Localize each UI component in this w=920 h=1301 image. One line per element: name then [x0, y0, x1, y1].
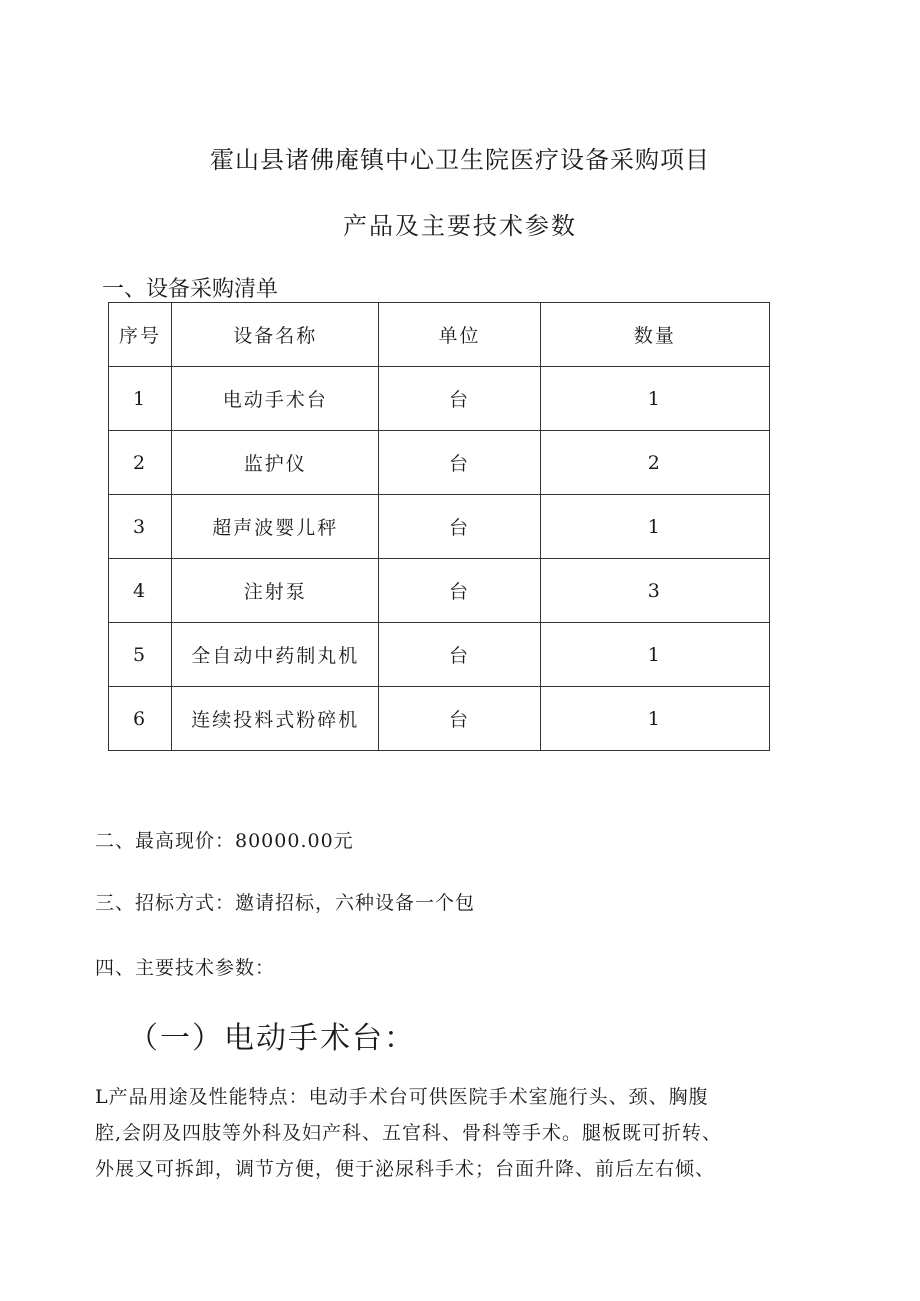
cell-name: 连续投料式粉碎机	[172, 687, 379, 751]
cell-unit: 台	[379, 431, 540, 495]
table-row	[109, 687, 770, 751]
table-row	[109, 367, 770, 431]
paragraph-line: 腔,会阴及四肢等外科及妇产科、五官科、骨科等手术。腿板既可折转、	[95, 1122, 723, 1144]
cell-qty: 3	[540, 559, 769, 623]
header-name: 设备名称	[172, 303, 379, 367]
cell-no: 5	[109, 623, 172, 687]
cell-unit: 台	[379, 687, 540, 751]
tender-method-line: 三、招标方式：邀请招标，六种设备一个包	[95, 892, 476, 914]
cell-no: 6	[109, 687, 172, 751]
cell-qty: 1	[540, 367, 769, 431]
section-heading-equipment-list: 一、设备采购清单	[102, 277, 279, 302]
paragraph-line: L产品用途及性能特点：电动手术台可供医院手术室施行头、颈、胸腹	[95, 1086, 709, 1108]
cell-qty: 1	[540, 623, 769, 687]
table-row	[109, 623, 770, 687]
cell-qty: 1	[540, 687, 769, 751]
cell-qty: 2	[540, 431, 769, 495]
table-row	[109, 431, 770, 495]
cell-no: 1	[109, 367, 172, 431]
cell-unit: 台	[379, 495, 540, 559]
cell-unit: 台	[379, 367, 540, 431]
subsection-heading-operating-table: （一）电动手术台：	[128, 1021, 416, 1056]
cell-unit: 台	[379, 623, 540, 687]
cell-name: 全自动中药制丸机	[172, 623, 379, 687]
table-header-row	[109, 303, 770, 367]
header-no: 序号	[109, 303, 172, 367]
document-title: 霍山县诸佛庵镇中心卫生院医疗设备采购项目	[210, 146, 710, 174]
cell-no: 3	[109, 495, 172, 559]
cell-unit: 台	[379, 559, 540, 623]
table-row	[109, 495, 770, 559]
cell-no: 2	[109, 431, 172, 495]
tech-params-heading: 四、主要技术参数：	[95, 957, 276, 979]
cell-name: 注射泵	[172, 559, 379, 623]
document-subtitle: 产品及主要技术参数	[343, 212, 577, 240]
description-paragraph	[95, 1079, 785, 1187]
max-price-line: 二、最高现价：80000.00元	[95, 830, 354, 852]
equipment-table	[108, 302, 770, 751]
cell-name: 电动手术台	[172, 367, 379, 431]
cell-name: 监护仪	[172, 431, 379, 495]
header-qty: 数量	[540, 303, 769, 367]
cell-no: 4	[109, 559, 172, 623]
cell-qty: 1	[540, 495, 769, 559]
cell-name: 超声波婴儿秤	[172, 495, 379, 559]
paragraph-line: 外展又可拆卸，调节方便，便于泌尿科手术；台面升降、前后左右倾、	[95, 1158, 716, 1180]
table-row	[109, 559, 770, 623]
header-unit: 单位	[379, 303, 540, 367]
